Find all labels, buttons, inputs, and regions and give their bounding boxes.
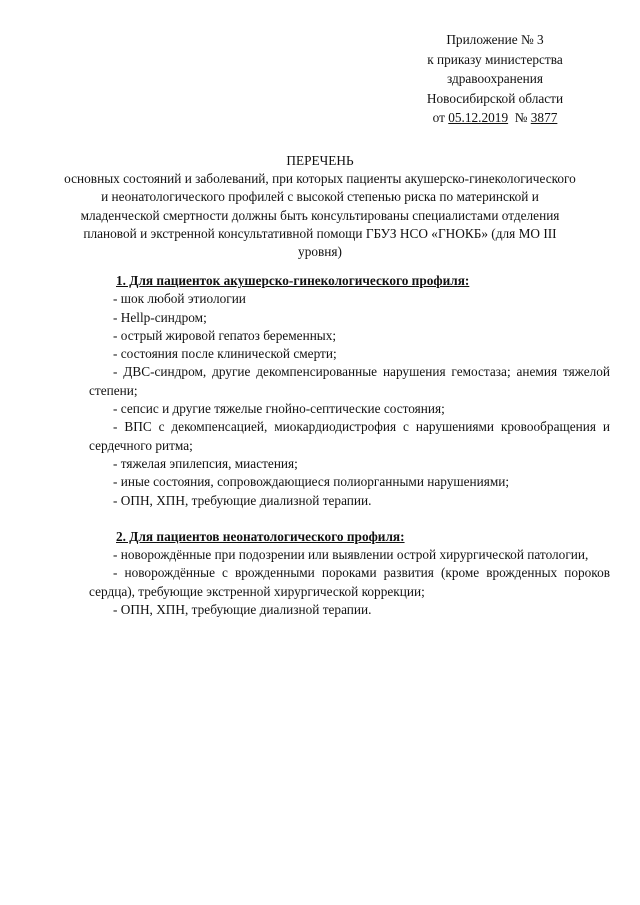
list-item: - сепсис и другие тяжелые гнойно-септические состояния;: [113, 401, 445, 417]
section-obstetric: [89, 272, 610, 510]
annex-order-ref: к приказу министерства: [427, 51, 563, 67]
document-body: [89, 272, 610, 619]
list-item: - новорождённые при подозрении или выявлении острой хирургической патологии,: [113, 547, 589, 563]
order-date: 05.12.2019: [448, 110, 509, 125]
title-heading: ПЕРЕЧЕНЬ: [286, 153, 354, 168]
annex-ministry: здравоохранения: [446, 71, 544, 86]
list-item: - новорождённые с врожденными пороками развития (кроме врожденных пороков сердца), требующие экстренной хирургической коррекции;: [89, 565, 610, 599]
list-item: - ОПН, ХПН, требующие диализной терапии.: [113, 492, 372, 508]
date-prefix: от: [432, 110, 445, 125]
title-subtitle: основных состояний и заболеваний, при которых пациенты акушерско-гинекологического и неонатологического профилей с высокой степенью риска по материнской и младенческой смертности должны быть консультированы специалистами отделения плановой и экстренной консультативной помощи ГБУЗ НСО «ГНОКБ» (для МО III уровня): [64, 171, 576, 260]
annex-region: Новосибирской области: [426, 90, 564, 106]
annex-number: Приложение № 3: [446, 32, 544, 47]
list-item: - ДВС-синдром, другие декомпенсированные нарушения гемостаза; анемия тяжелой степени;: [89, 364, 610, 398]
annex-date-line: [390, 108, 600, 128]
list-item: - ОПН, ХПН, требующие диализной терапии.: [113, 602, 372, 618]
number-prefix: №: [514, 110, 528, 125]
list-item: - острый жировой гепатоз беременных;: [113, 327, 337, 343]
list-item: - иные состояния, сопровождающиеся полиорганными нарушениями;: [113, 474, 510, 490]
order-number: 3877: [530, 110, 558, 125]
list-item: - тяжелая эпилепсия, миастения;: [113, 455, 298, 471]
section-neonatal: [89, 528, 610, 619]
list-item: - Hellp-синдром;: [113, 309, 207, 325]
annex-header: [390, 30, 600, 128]
document-title: [60, 152, 580, 261]
list-item: - состояния после клинической смерти;: [113, 346, 337, 362]
section-title: 1. Для пациенток акушерско-гинекологического профиля:: [116, 273, 470, 288]
list-item: - шок любой этиологии: [113, 291, 246, 307]
section-title: 2. Для пациентов неонатологического профиля:: [116, 528, 405, 544]
list-item: - ВПС с декомпенсацией, миокардиодистрофия с нарушениями кровообращения и сердечного ритма;: [89, 419, 610, 453]
